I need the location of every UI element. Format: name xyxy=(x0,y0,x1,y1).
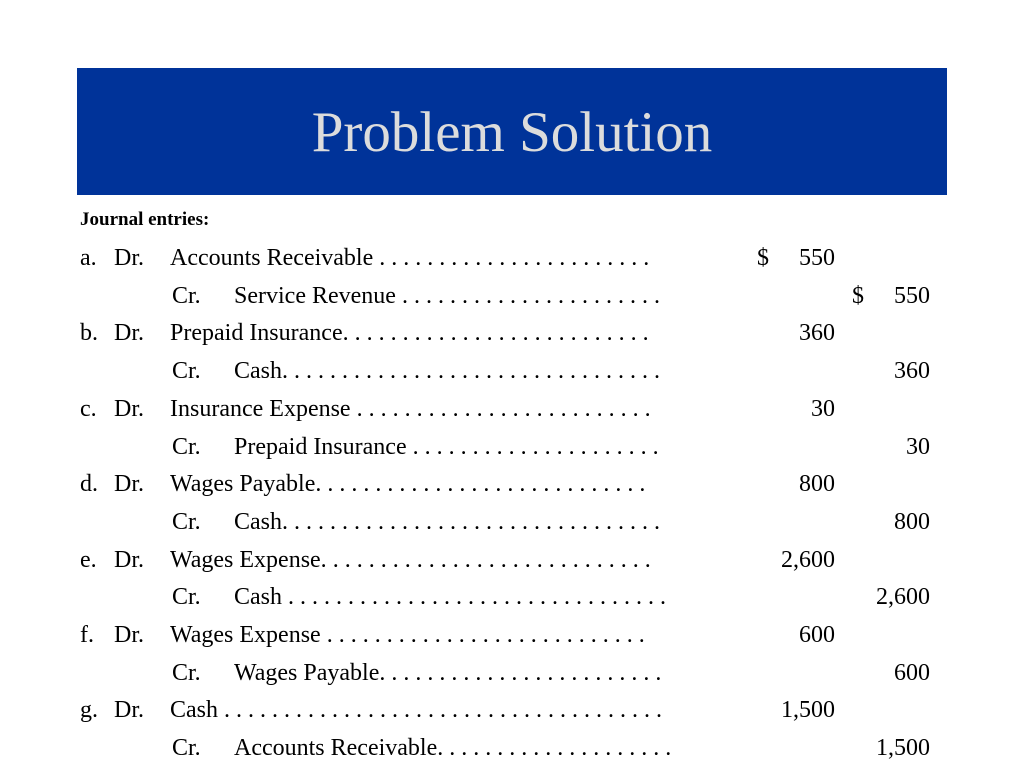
credit-account xyxy=(234,432,659,462)
credit-prefix: Cr. xyxy=(172,433,201,460)
debit-account xyxy=(170,243,649,273)
debit-line xyxy=(0,620,1024,650)
debit-line xyxy=(0,695,1024,725)
debit-amount: 360 xyxy=(799,320,835,347)
entry-letter: e. xyxy=(80,546,97,573)
credit-line xyxy=(0,356,1024,386)
account-name: Cash xyxy=(234,584,282,611)
credit-line xyxy=(0,733,1024,763)
credit-account xyxy=(234,733,671,763)
dot-leader: . . . . . . . . . . . . . . . . . . . . . . . xyxy=(373,245,650,271)
debit-prefix: Dr. xyxy=(114,395,144,422)
credit-amount: 30 xyxy=(906,433,930,460)
credit-amount: 800 xyxy=(894,508,930,535)
account-name: Wages Payable. xyxy=(234,659,386,686)
credit-account xyxy=(234,356,660,386)
debit-account xyxy=(170,620,645,650)
account-name: Wages Expense xyxy=(170,622,321,648)
credit-amount: 550 xyxy=(894,282,930,309)
dot-leader: . . . . . . . . . . . . . . . . . . . . . . . xyxy=(385,659,662,686)
account-name: Cash. xyxy=(234,508,288,535)
debit-line xyxy=(0,545,1024,575)
dot-leader: . . . . . . . . . . . . . . . . . . . . . . . . . xyxy=(348,320,649,347)
credit-prefix: Cr. xyxy=(172,358,201,385)
credit-line xyxy=(0,582,1024,612)
account-name: Wages Payable. xyxy=(170,471,322,498)
account-name: Prepaid Insurance. xyxy=(170,320,349,347)
entry-letter: c. xyxy=(80,395,97,422)
account-name: Wages Expense. xyxy=(170,546,327,573)
dot-leader: . . . . . . . . . . . . . . . . . . . . . . xyxy=(395,282,660,309)
account-name: Cash xyxy=(170,697,218,724)
dot-leader: . . . . . . . . . . . . . . . . . . . . . . . . . . . . . . . . xyxy=(282,584,666,611)
entry-letter: b. xyxy=(80,320,98,347)
credit-prefix: Cr. xyxy=(172,735,201,762)
debit-prefix: Dr. xyxy=(114,622,144,648)
entry-letter: f. xyxy=(80,622,94,648)
credit-amount: 1,500 xyxy=(876,735,930,762)
dot-leader: . . . . . . . . . . . . . . . . . . . . . . . . . . . . . . . xyxy=(288,358,660,385)
credit-line xyxy=(0,658,1024,688)
debit-amount: 600 xyxy=(799,622,835,648)
credit-prefix: Cr. xyxy=(172,508,201,535)
page-title: Problem Solution xyxy=(311,101,713,164)
credit-prefix: Cr. xyxy=(172,282,201,309)
credit-amount: 360 xyxy=(894,358,930,385)
entry-letter: g. xyxy=(80,697,98,724)
dot-leader: . . . . . . . . . . . . . . . . . . . . . . . . . xyxy=(350,395,651,422)
credit-account xyxy=(234,507,660,537)
debit-prefix: Dr. xyxy=(114,697,144,724)
journal-entries-heading: Journal entries: xyxy=(80,209,210,230)
debit-line xyxy=(0,394,1024,424)
credit-line xyxy=(0,281,1024,311)
credit-account xyxy=(234,582,666,612)
account-name: Prepaid Insurance xyxy=(234,433,407,460)
debit-account xyxy=(170,695,662,725)
debit-account xyxy=(170,469,645,499)
credit-currency: $ xyxy=(852,282,864,309)
credit-prefix: Cr. xyxy=(172,584,201,611)
debit-line xyxy=(0,469,1024,499)
debit-currency: $ xyxy=(757,245,769,271)
credit-account xyxy=(234,281,660,311)
title-banner xyxy=(77,68,947,195)
debit-amount: 550 xyxy=(799,245,835,271)
entry-letter: d. xyxy=(80,471,98,498)
account-name: Service Revenue xyxy=(234,282,396,309)
credit-line xyxy=(0,432,1024,462)
dot-leader: . . . . . . . . . . . . . . . . . . . . . . . . . . . xyxy=(326,546,651,573)
account-name: Insurance Expense xyxy=(170,395,351,422)
account-name: Accounts Receivable. xyxy=(234,735,444,762)
debit-account xyxy=(170,394,651,424)
debit-amount: 800 xyxy=(799,471,835,498)
debit-amount: 2,600 xyxy=(781,546,835,573)
dot-leader: . . . . . . . . . . . . . . . . . . . . . . . . . . . . . . . xyxy=(288,508,660,535)
dot-leader: . . . . . . . . . . . . . . . . . . . . . . . . . . . xyxy=(320,622,645,648)
credit-prefix: Cr. xyxy=(172,659,201,686)
credit-amount: 600 xyxy=(894,659,930,686)
debit-line xyxy=(0,243,1024,273)
debit-prefix: Dr. xyxy=(114,320,144,347)
credit-account xyxy=(234,658,661,688)
debit-amount: 1,500 xyxy=(781,697,835,724)
debit-amount: 30 xyxy=(811,395,835,422)
account-name: Cash. xyxy=(234,358,288,385)
debit-line xyxy=(0,318,1024,348)
dot-leader: . . . . . . . . . . . . . . . . . . . . . . . . . . . xyxy=(321,471,646,498)
dot-leader: . . . . . . . . . . . . . . . . . . . . . xyxy=(406,433,659,460)
debit-prefix: Dr. xyxy=(114,546,144,573)
credit-amount: 2,600 xyxy=(876,584,930,611)
dot-leader: . . . . . . . . . . . . . . . . . . . xyxy=(443,735,672,762)
credit-line xyxy=(0,507,1024,537)
entry-letter: a. xyxy=(80,245,97,271)
debit-prefix: Dr. xyxy=(114,245,144,271)
debit-account xyxy=(170,545,651,575)
debit-account xyxy=(170,318,649,348)
dot-leader: . . . . . . . . . . . . . . . . . . . . . . . . . . . . . . . . . . . . . xyxy=(218,697,662,724)
account-name: Accounts Receivable xyxy=(170,245,374,271)
debit-prefix: Dr. xyxy=(114,471,144,498)
